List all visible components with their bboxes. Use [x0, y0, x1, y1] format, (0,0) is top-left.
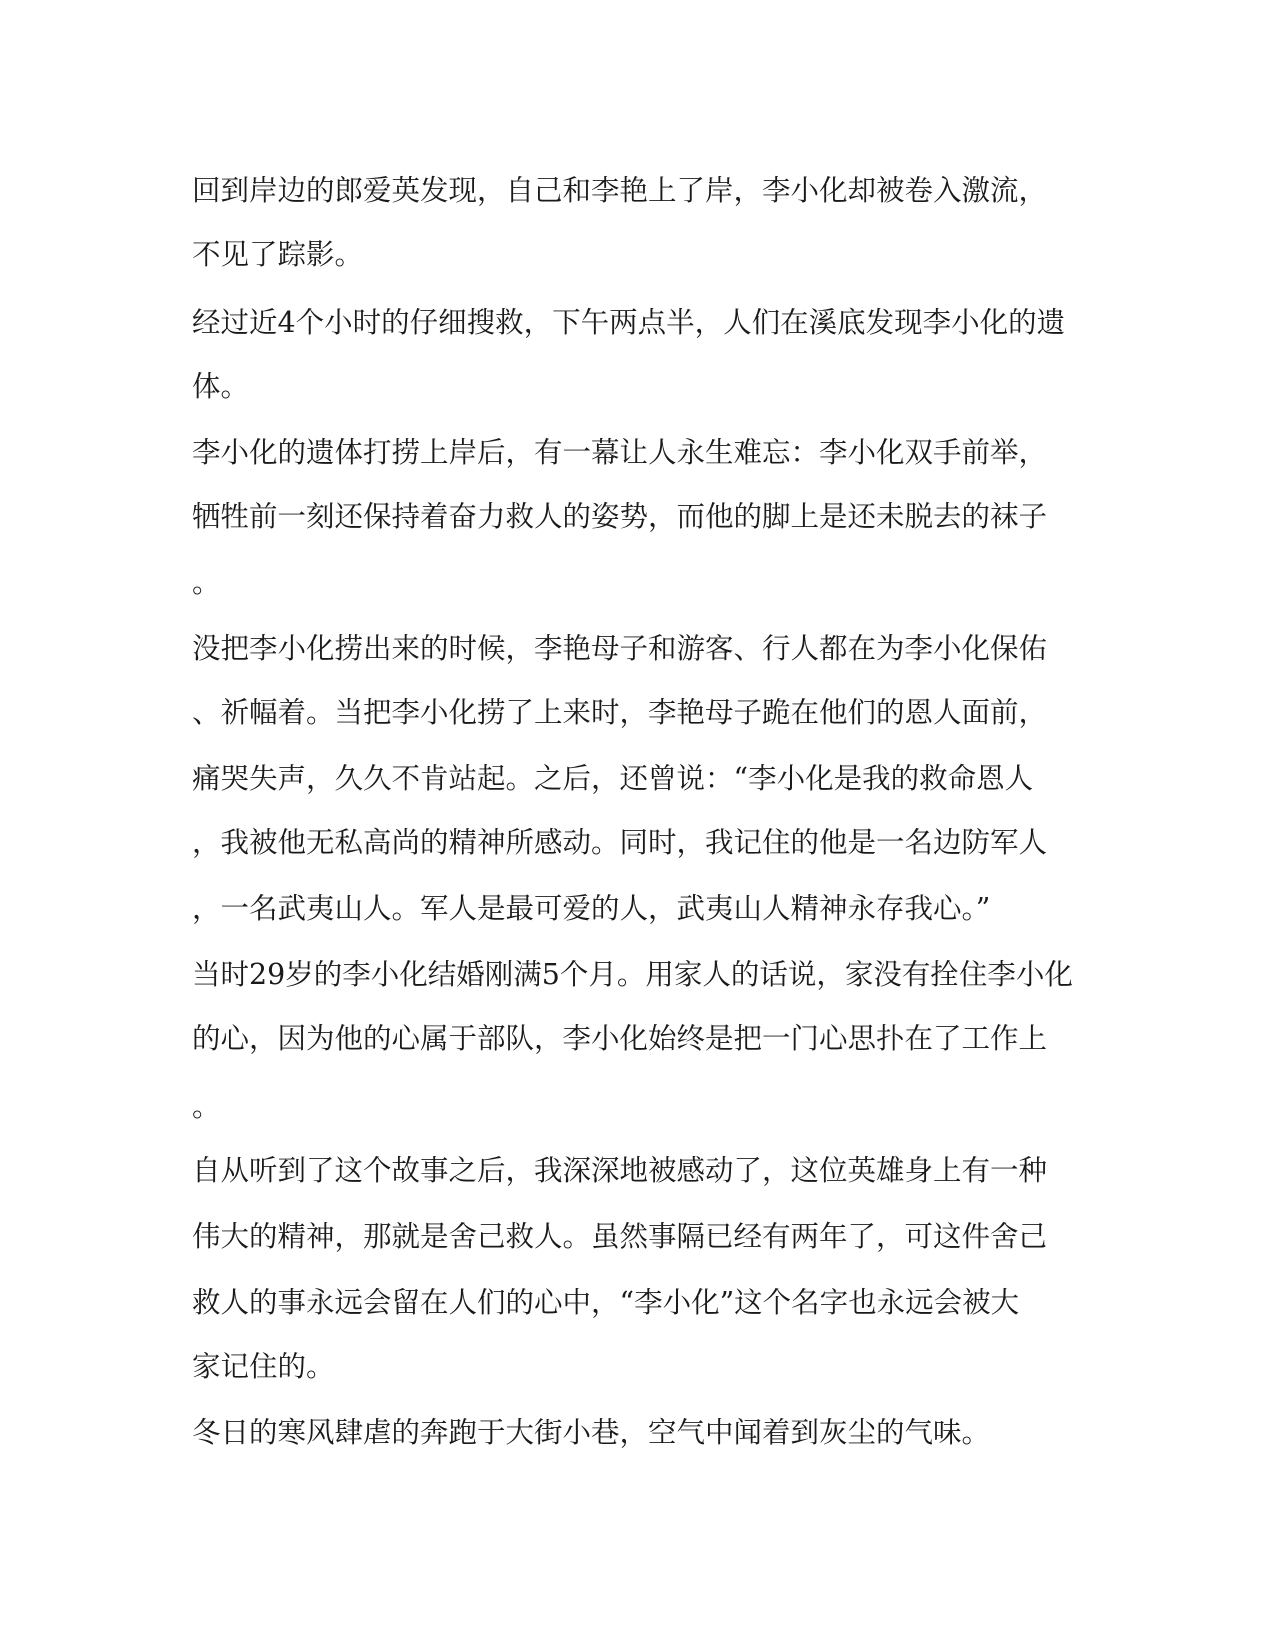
text-line: 救人的事永远会留在人们的心中，“李小化”这个名字也永远会被大	[192, 1286, 1020, 1319]
text-line: 回到岸边的郎爱英发现，自己和李艳上了岸，李小化却被卷入激流，	[192, 174, 1048, 207]
text-line: 经过近4个小时的仔细搜救，下午两点半，人们在溪底发现李小化的遗	[192, 306, 1066, 339]
text-line: 、祈幅着。当把李小化捞了上来时，李艳母子跪在他们的恩人面前，	[192, 696, 1048, 729]
text-line: 李小化的遗体打捞上岸后，有一幕让人永生难忘：李小化双手前举，	[192, 436, 1048, 469]
text-line: ，一名武夷山人。军人是最可爱的人，武夷山人精神永存我心。”	[192, 892, 991, 925]
text-line: 冬日的寒风肆虐的奔跑于大街小巷，空气中闻着到灰尘的气味。	[192, 1416, 991, 1449]
text-line: 没把李小化捞出来的时候，李艳母子和游客、行人都在为李小化保佑	[192, 632, 1048, 665]
text-line: 痛哭失声，久久不肯站起。之后，还曾说：“李小化是我的救命恩人	[192, 762, 1034, 795]
text-line: 伟大的精神，那就是舍己救人。虽然事隔已经有两年了，可这件舍己	[192, 1220, 1048, 1253]
text-line: 自从听到了这个故事之后，我深深地被感动了，这位英雄身上有一种	[192, 1154, 1048, 1187]
text-line: 当时29岁的李小化结婚刚满5个月。用家人的话说，家没有拴住李小化	[192, 958, 1073, 991]
text-line: 。	[192, 1090, 221, 1123]
text-line: 。	[192, 566, 221, 599]
text-line: 不见了踪影。	[192, 238, 364, 271]
text-line: 的心，因为他的心属于部队，李小化始终是把一门心思扑在了工作上	[192, 1022, 1048, 1055]
text-line: 牺牲前一刻还保持着奋力救人的姿势，而他的脚上是还未脱去的袜子	[192, 500, 1048, 533]
text-line: ，我被他无私高尚的精神所感动。同时，我记住的他是一名边防军人	[192, 826, 1048, 859]
text-line: 家记住的。	[192, 1350, 335, 1383]
text-line: 体。	[192, 370, 250, 403]
